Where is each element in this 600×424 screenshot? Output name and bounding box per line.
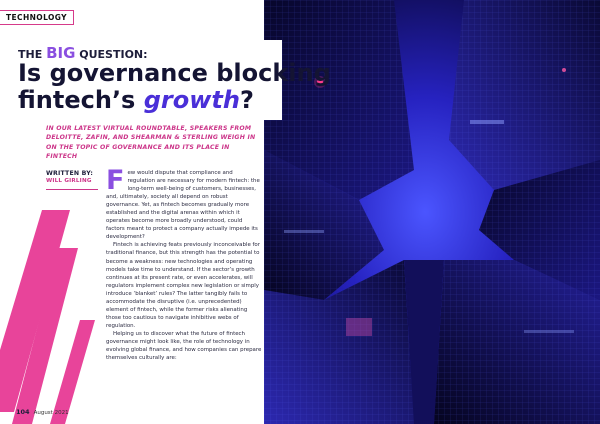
headline-prefix: fintech’s (18, 86, 144, 114)
page-footer (16, 408, 69, 416)
byline-author: WILL GIRLING (46, 178, 92, 184)
section-tag-label: TECHNOLOGY (6, 13, 67, 22)
paragraph-1-text: ew would dispute that compliance and regulation are necessary for modern fintech: the long-term well-being of customers, businesses, and, ultimately, society all depend on robust governance. Yet, as fintech becomes gradually more established and the digital arenas within which it operates become more broadly understood, could factors meant to protect a company actually impede its development? (106, 170, 260, 241)
headline-line-1: Is governance blocking (18, 59, 331, 87)
headline-suffix: ? (239, 86, 254, 114)
issue-date: August 2021 (33, 410, 69, 416)
article-body (106, 169, 262, 401)
section-tag (0, 10, 74, 25)
headline (18, 60, 331, 114)
byline-label: WRITTEN BY: (46, 170, 94, 177)
paragraph-3: Helping us to discover what the future of fintech governance might look like, the role of technology in evolving global finance, and how companies can prepare themselves culturally are: (106, 330, 262, 362)
standfirst: IN OUR LATEST VIRTUAL ROUNDTABLE, SPEAKERS FROM DELOITTE, ZAFIN, AND SHEARMAN & STERLING WEIGH IN ON THE TOPIC OF GOVERNANCE AND ITS PLACE IN FINTECH (46, 125, 256, 160)
page-number: 104 (16, 408, 30, 416)
paragraph-1 (106, 169, 262, 241)
kicker-before: THE (18, 48, 43, 61)
headline-line-2 (18, 87, 331, 114)
headline-accent: growth (143, 86, 240, 114)
byline-rule (46, 189, 98, 190)
drop-cap: F (106, 169, 125, 196)
decorative-stripes (0, 190, 110, 424)
kicker-big: BIG (46, 44, 76, 62)
kicker-after: QUESTION: (79, 48, 148, 61)
byline (46, 170, 104, 190)
paragraph-2: Fintech is achieving feats previously inconceivable for traditional finance, but this strength has the potential to become a weakness: new technologies and operating models take time to understand. If the sector’s growth continues at its present rate, or even accelerates, will regulators implement complex new legislation or simply introduce ‘blanket’ rules? The latter tangibly fails to accommodate the disruptive (i.e. unprecedented) element of fintech, while the former risks alienating those too cautious to navigate inhibitive webs of regulation. (106, 242, 260, 329)
